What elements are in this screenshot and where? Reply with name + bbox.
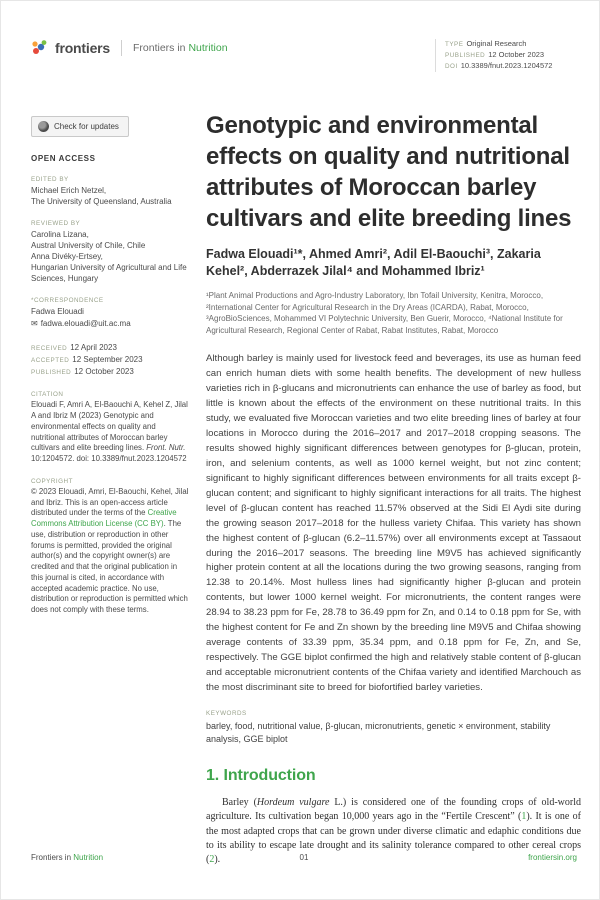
envelope-icon: ✉ xyxy=(31,319,38,329)
citation-label: CITATION xyxy=(31,391,64,399)
meta-doi-label: DOI xyxy=(445,62,458,70)
article-main xyxy=(206,111,581,867)
brand-divider xyxy=(121,40,122,56)
copyright-text-1: © 2023 Elouadi, Amri, El-Baouchi, Kehel, Jilal and Ibriz. This is an open-access article distributed under the terms of the xyxy=(31,486,189,518)
abstract-text: Although barley is mainly used for livestock feed and beverages, its use as human feed can enrich human diets with some health benefits. The development of new hulless varieties rich in β-glucans and micronutrients can enhance the use of barley as food, but little is known about the effects of the environment on these nutritional traits. In this study, we evaluated five Moroccan varieties and two elite breeding lines of barley at four locations in Morocco during the 2016–2017 and 2017–2018 cropping seasons. The results showed highly significant differences between genotypes for β-glucan, protein, iron, and selenium contents, as well as 1000 kernel weight, but not zinc content; significant to highly significant differences between environments for all traits except β-glucan content; and significant to highly significant interactions for all traits. The highest level of β-glucan content has reached 11.57% observed at the Sidi El Aydi site during the growing season 2017–2018 for the hulless variety Chifaa. This variety has shown the highest content of β-glucan (6.2–11.57%) over all environments except at Tassaout during the 2016–2017 seasons. The breeding line M9V5 has achieved significantly higher protein content at all the locations during the two growing seasons, ranging from 12.38 to 20.14%. Most hulless lines had significantly higher β-glucan and protein contents, but lower 1000 kernel weight. For micronutrients, the content ranges were 28.94 to 38.23 ppm for Fe, 28.78 to 36.49 ppm for Zn, and 0.14 to 0.18 ppm for Se, with the highest content for Fe and Zn shown by the breeding line M9V5 and Chifaa showing average contents of 33.39 ppm, 35.34 ppm, and 0.18 ppm for Fe, Zn, and Se, respectively. The GGE biplot confirmed the high and relatively stable content of β-glucan and acceptable micronutrient contents of the Chifaa variety and identified Marchouch as the most discriminant site to breed for biofortified barley varieties. xyxy=(206,353,581,694)
correspondence-block xyxy=(31,306,191,329)
intro-seg-3: ). It is one of the most adapted crops that can be grown under diverse climatic and edaphic conditions due to its ability to escape late drought and its salinity tolerance compared to other cereal crops ( xyxy=(206,811,581,865)
sidebar xyxy=(31,116,191,616)
citation-journal: Front. Nutr. xyxy=(146,443,186,453)
copyright-text xyxy=(31,487,191,616)
frontiersin-link[interactable]: frontiersin.org xyxy=(528,853,577,862)
citation-text-1: Elouadi F, Amri A, El-Baouchi A, Kehel Z, Jilal A and Ibriz M (2023) Genotypic and environmental effects on quality and nutritional attributes of Moroccan barley cultivars and elite breeding lines. xyxy=(31,400,188,453)
accepted-label: ACCEPTED xyxy=(31,357,70,365)
editor-affiliation: The University of Queensland, Australia xyxy=(31,197,172,207)
copyright-text-2: . The use, distribution or reproduction in other forums is permitted, provided the original author(s) and the copyright owner(s) are credited and that the original publication in this journal is cited, in accordance with accepted academic practice. No use, distribution or reproduction is permitted which does not comply with these terms. xyxy=(31,519,188,615)
species-name: Hordeum vulgare xyxy=(256,797,330,809)
check-for-updates-button[interactable] xyxy=(31,116,129,137)
reviewed-by-label: REVIEWED BY xyxy=(31,220,81,228)
reviewer-entry xyxy=(31,229,191,284)
keywords-label: KEYWORDS xyxy=(206,710,247,718)
edited-by-block xyxy=(31,185,191,207)
edited-by-label: EDITED BY xyxy=(31,176,69,183)
intro-seg-4: ). xyxy=(214,853,221,865)
accepted-row xyxy=(31,354,191,366)
intro-seg-1: Barley ( xyxy=(222,797,257,809)
published-label: PUBLISHED xyxy=(31,369,72,377)
open-access-badge: OPEN ACCESS xyxy=(31,154,96,163)
correspondence-email-link[interactable]: fadwa.elouadi@uit.ac.ma xyxy=(40,319,131,329)
meta-published-value: 12 October 2023 xyxy=(488,49,545,59)
reviewer-affiliation: Austral University of Chile, Chile xyxy=(31,241,146,251)
published-row xyxy=(31,366,191,378)
footer-journal-name: Nutrition xyxy=(73,853,104,862)
meta-published-label: PUBLISHED xyxy=(445,51,486,59)
copyright-label: COPYRIGHT xyxy=(31,477,73,485)
introduction-heading: 1. Introduction xyxy=(206,767,316,785)
meta-doi xyxy=(445,61,577,72)
page-footer xyxy=(31,853,577,862)
meta-type-label: TYPE xyxy=(445,41,464,48)
author-list: Fadwa Elouadi¹*, Ahmed Amri², Adil El-Baouchi³, Zakaria Kehel², Abderrazek Jilal⁴ and Mohammed Ibriz¹ xyxy=(206,246,541,279)
received-value: 12 April 2023 xyxy=(70,343,117,353)
reference-link-2[interactable]: 2 xyxy=(209,853,215,865)
affiliations: ¹Plant Animal Productions and Agro-Industry Laboratory, Ibn Tofail University, Kenitra, Morocco, ²International Center for Agricultural Research in the Dry Areas (ICARDA), Rabat, Morocco, ³AgroBioSciences, Mohammed VI Polytechnic University, Ben Guerir, Morocco, ⁴National Institute for Agricultural Research, Regional Center of Rabat, Rabat Institutes, Rabat, Morocco xyxy=(206,290,563,336)
keywords-text: barley, food, nutritional value, β-glucan, micronutrients, genetic × environment, stability analysis, GGE biplot xyxy=(206,721,551,745)
journal-name xyxy=(133,42,228,54)
reviewer-name: Carolina Lizana, xyxy=(31,230,89,240)
article-title: Genotypic and environmental effects on quality and nutritional attributes of Moroccan barley cultivars and elite breeding lines xyxy=(206,112,572,232)
meta-type xyxy=(445,39,577,50)
citation-text xyxy=(31,400,191,465)
page-header xyxy=(31,39,577,72)
published-value: 12 October 2023 xyxy=(74,367,134,377)
intro-seg-2: L.) is considered one of the founding crops of old-world agriculture. Its cultivation began 10,000 years ago in the “Fertile Crescent” ( xyxy=(206,797,581,823)
citation-text-2: 10:1204572. doi: 10.3389/fnut.2023.1204572 xyxy=(31,454,187,464)
correspondence-name: Fadwa Elouadi xyxy=(31,307,84,317)
meta-type-value: Original Research xyxy=(466,39,527,48)
page-number: 01 xyxy=(299,853,309,862)
reviewer-name: Anna Divéky-Ertsey, xyxy=(31,252,103,262)
received-label: RECEIVED xyxy=(31,345,68,353)
reviewer-affiliation: Hungarian University of Agricultural and Life Sciences, Hungary xyxy=(31,263,187,284)
crossmark-icon xyxy=(38,121,49,132)
dates-block xyxy=(31,342,191,378)
frontiers-logo-icon xyxy=(31,39,48,56)
footer-journal-prefix: Frontiers in xyxy=(31,853,74,862)
journal-highlight: Nutrition xyxy=(188,41,228,54)
check-for-updates-label: Check for updates xyxy=(54,122,119,131)
journal-prefix: Frontiers in xyxy=(133,41,186,54)
frontiers-logo-text: frontiers xyxy=(55,39,110,56)
meta-doi-value[interactable]: 10.3389/fnut.2023.1204572 xyxy=(460,60,553,70)
reference-link-1[interactable]: 1 xyxy=(521,811,527,823)
editor-name: Michael Erich Netzel, xyxy=(31,186,107,195)
received-row xyxy=(31,342,191,354)
cc-license-link[interactable]: Creative Commons Attribution License (CC BY) xyxy=(31,508,177,529)
accepted-value: 12 September 2023 xyxy=(72,355,143,365)
brand xyxy=(31,39,228,56)
article-meta xyxy=(435,39,577,72)
meta-published xyxy=(445,50,577,61)
correspondence-label: *CORRESPONDENCE xyxy=(31,297,104,305)
